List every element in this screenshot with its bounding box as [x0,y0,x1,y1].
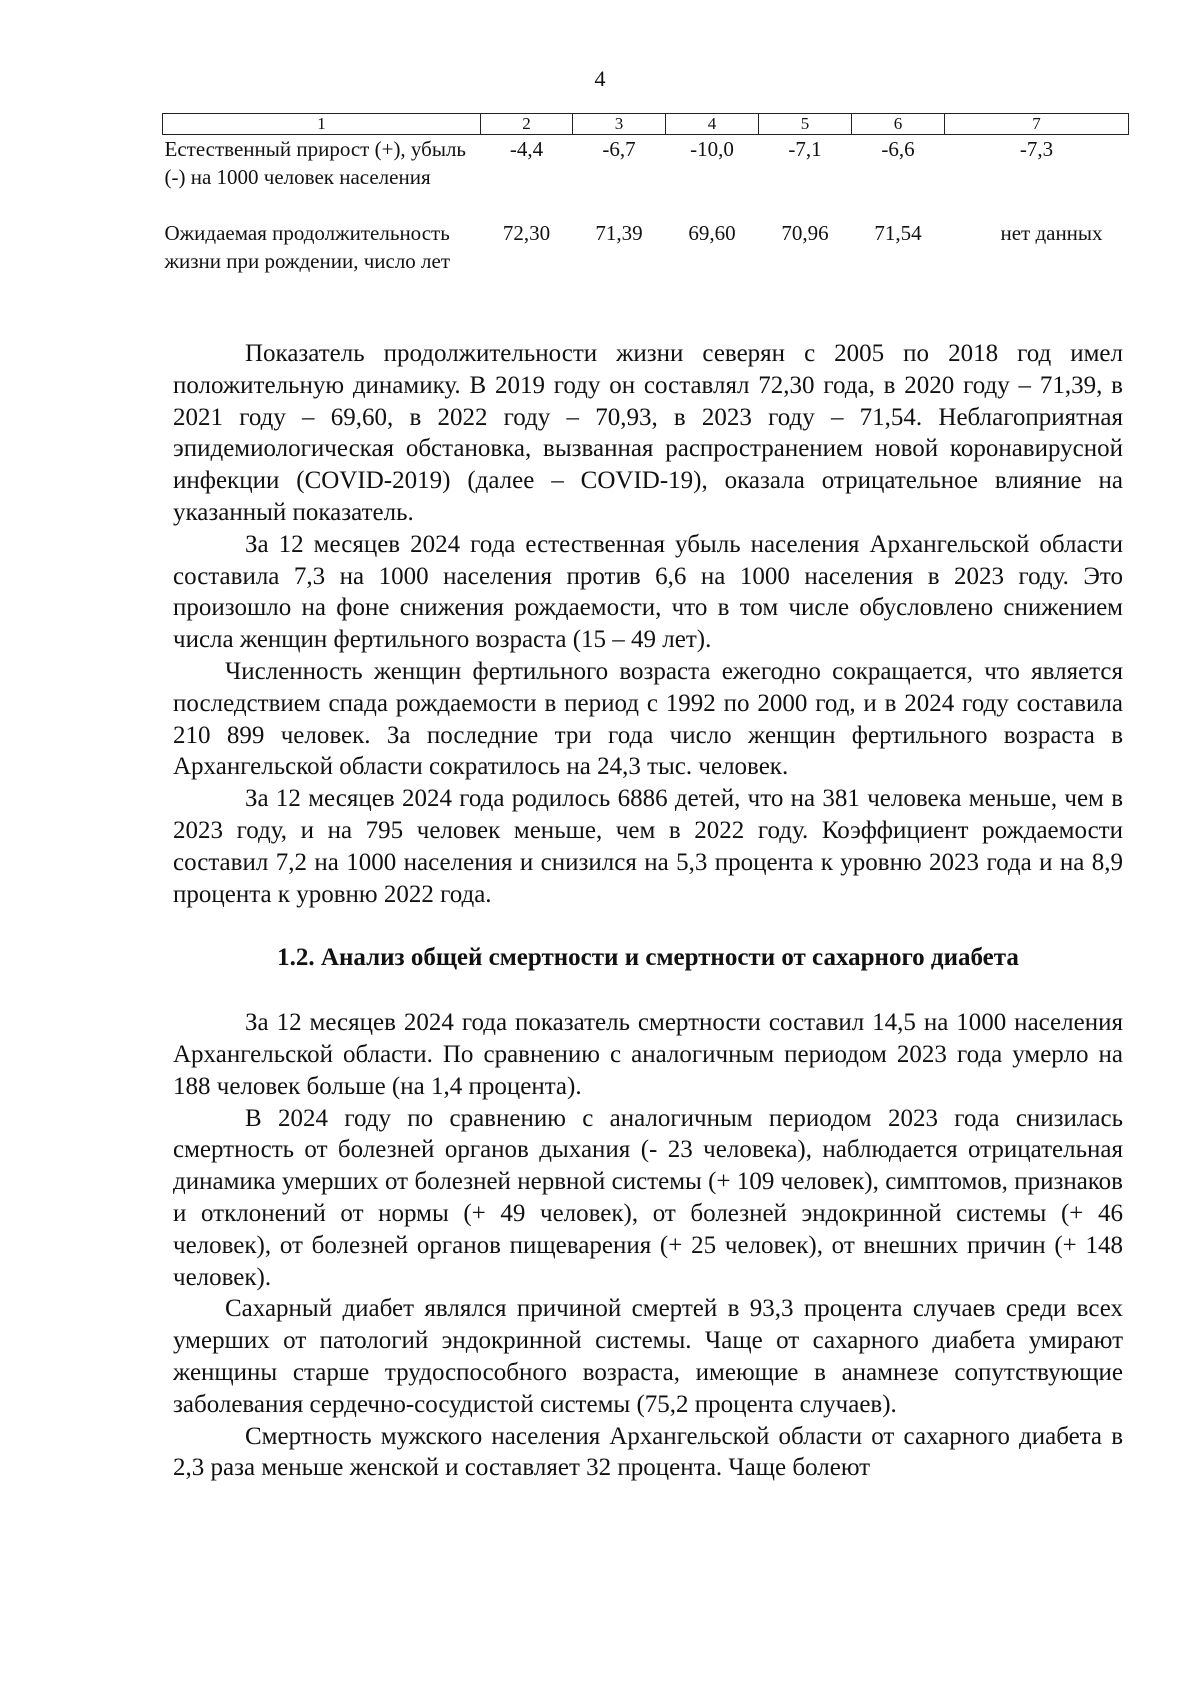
table-header-cell: 2 [481,114,573,135]
paragraph: Сахарный диабет являлся причиной смертей в 93,3 процента случаев среди всех умерших от патологий эндокринной системы. Чаще от сахарного диабета умирают женщины старше трудоспособного возраста, имеющие в анамнезе сопутствующие заболевания сердечно-сосудистой системы (75,2 процента случаев). [173,1295,1123,1418]
paragraph: За 12 месяцев 2024 года естественная убыль населения Архангельской области составила 7,3 на 1000 населения против 6,6 на 1000 населения в 2023 году. Это произошло на фоне снижения рождаемости, что в том числе обусловлено снижением числа женщин фертильного возраста (15 – 49 лет). [173,530,1123,654]
table-header-cell: 5 [759,114,852,135]
table-header-row [163,114,1129,135]
table-row [163,219,1129,275]
section-heading: 1.2. Анализ общей смертности и смертности от сахарного диабета [277,944,1019,972]
table-cell: -7,3 [1019,137,1054,161]
statistics-table [162,113,1129,275]
table-header-cell: 1 [163,114,481,135]
table-cell: -6,6 [881,137,915,161]
table-cell: 72,30 [502,221,551,245]
page-number: 4 [594,66,606,91]
table-header-cell: 6 [852,114,945,135]
table-header-cell: 7 [945,114,1129,135]
document-body [173,338,1123,1484]
table-header-cell: 3 [573,114,666,135]
table-cell: нет данных [1000,221,1103,245]
paragraph: В 2024 году по сравнению с аналогичным периодом 2023 года снизилась смертность от болезней органов дыхания (- 23 человека), наблюдается отрицательная динамика умерших от болезней нервной системы (+ 109 человек), симптомов, признаков и отклонений от нормы (+ 49 человек), от болезней эндокринной системы (+ 46 человек), от болезней органов пищеварения (+ 25 человек), от внешних причин (+ 148 человек). [173,1104,1123,1291]
paragraph: За 12 месяцев 2024 года показатель смертности составил 14,5 на 1000 населения Архангельской области. По сравнению с аналогичным периодом 2023 года умерло на 188 человек больше (на 1,4 процента). [173,1009,1123,1100]
table-cell: -6,7 [602,137,636,161]
table-cell: -7,1 [788,137,822,161]
table-cell: 69,60 [688,221,736,245]
table-cell: -10,0 [690,137,734,161]
paragraph: Численность женщин фертильного возраста ежегодно сокращается, что является последствием спада рождаемости в период с 1992 по 2000 год, и в 2024 году составила 210 899 человек. За последние три года число женщин фертильного возраста в Архангельской области сократилось на 24,3 тыс. человек. [173,657,1123,781]
paragraph: Показатель продолжительности жизни северян с 2005 по 2018 год имел положительную динамику. В 2019 году он составлял 72,30 года, в 2020 году – 71,39, в 2021 году – 69,60, в 2022 году – 70,93, в 2023 году – 71,54. Неблагоприятная эпидемиологическая обстановка, вызванная распространением новой коронавирусной инфекции (COVID-2019) (далее – COVID-19), оказала отрицательное влияние на указанный показатель. [173,340,1123,526]
row-label: Естественный прирост (+), убыль (-) на 1000 человек населения [164,137,467,189]
table-cell: 70,96 [781,221,829,245]
table-cell: 71,54 [874,221,922,245]
table-cell: 71,39 [595,221,643,245]
table-cell: -4,4 [509,137,544,161]
table-row [163,135,1129,192]
table-spacer-row [163,191,1129,219]
row-label: Ожидаемая продолжительность жизни при рождении, число лет [164,221,451,273]
table-header-cell: 4 [666,114,759,135]
paragraph: Смертность мужского населения Архангельской области от сахарного диабета в 2,3 раза меньше женской и составляет 32 процента. Чаще болеют [173,1422,1123,1482]
paragraph: За 12 месяцев 2024 года родилось 6886 детей, что на 381 человека меньше, чем в 2023 году, и на 795 человек меньше, чем в 2022 году. Коэффициент рождаемости составил 7,2 на 1000 населения и снизился на 5,3 процента к уровню 2023 года и на 8,9 процента к уровню 2022 года. [173,785,1123,908]
